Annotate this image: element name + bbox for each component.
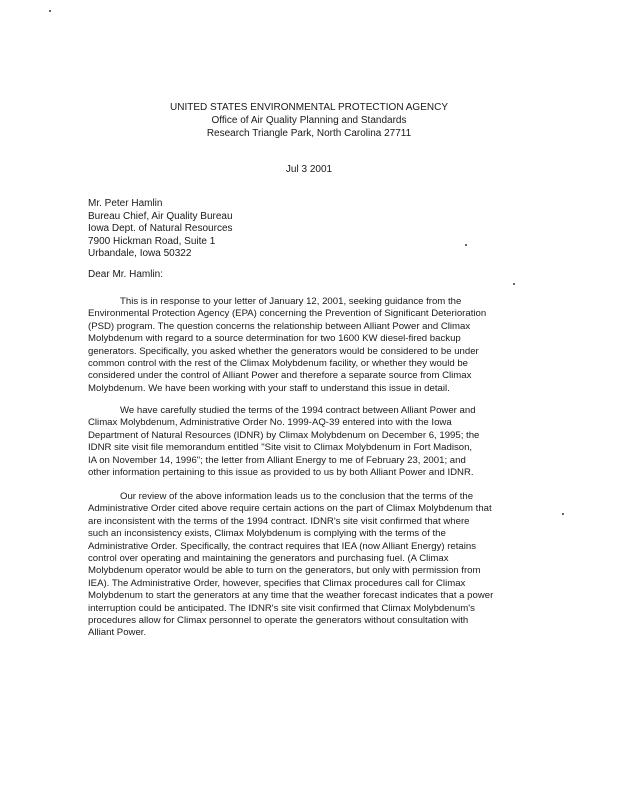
paragraph-line: Climax Molybdenum, Administrative Order No. 1999-AQ-39 entered into with the Iowa bbox=[88, 417, 452, 429]
paragraph-line: We have carefully studied the terms of the 1994 contract between Alliant Power and bbox=[120, 405, 476, 416]
agency-name: UNITED STATES ENVIRONMENTAL PROTECTION AGENCY bbox=[170, 102, 448, 113]
recipient-address bbox=[88, 198, 233, 261]
paragraph-line: IA on November 14, 1996"; the letter from Alliant Energy to me of February 23, 2001; and bbox=[88, 454, 466, 466]
paragraph-line: Administrative Order. Specifically, the contract requires that IEA (now Alliant Energy) retains bbox=[88, 540, 477, 552]
paragraph-line: other information pertaining to this issue as provided to us by both Alliant Power and IDNR. bbox=[88, 467, 474, 479]
paragraph-line: Environmental Protection Agency (EPA) concerning the Prevention of Significant Deterioration bbox=[88, 308, 487, 320]
paragraph-line: such an inconsistency exists, Climax Molybdenum is complying with the terms of the bbox=[88, 528, 446, 540]
paragraph-line: Molybdenum with regard to a source determination for two 1600 KW diesel-fired backup bbox=[88, 333, 461, 345]
paragraph-line: control over operating and maintaining the generators and purchasing fuel. (A Climax bbox=[88, 553, 449, 565]
paragraph-line: interruption could be anticipated. The IDNR's site visit confirmed that Climax Molybdenum's bbox=[88, 602, 475, 614]
paragraph-line: Molybdenum operator would be able to turn on the generators, but only with permission from bbox=[88, 565, 481, 577]
paragraph-line: Department of Natural Resources (IDNR) by Climax Molybdenum on December 6, 1995; the bbox=[88, 429, 480, 441]
body-paragraph-1 bbox=[88, 296, 536, 395]
body-paragraph-3 bbox=[88, 491, 536, 640]
recipient-title: Bureau Chief, Air Quality Bureau bbox=[88, 210, 233, 222]
scan-speck bbox=[49, 10, 51, 12]
paragraph-line: are inconsistent with the terms of the 1994 contract. IDNR's site visit confirmed that where bbox=[88, 515, 470, 527]
scan-speck bbox=[562, 513, 564, 515]
paragraph-line: procedures allow for Climax personnel to operate the generators without consultation with bbox=[88, 615, 469, 627]
paragraph-line: This is in response to your letter of January 12, 2001, seeking guidance from the bbox=[120, 296, 462, 307]
paragraph-line: Our review of the above information leads us to the conclusion that the terms of the bbox=[120, 491, 474, 502]
recipient-department: Iowa Dept. of Natural Resources bbox=[88, 223, 233, 234]
letterhead bbox=[0, 101, 618, 140]
paragraph-line: generators. Specifically, you asked whether the generators would be considered to be under bbox=[88, 345, 479, 357]
body-paragraph-2 bbox=[88, 405, 536, 479]
paragraph-line: Administrative Order cited above require certain actions on the part of Climax Molybdenum that bbox=[88, 503, 492, 515]
recipient-name: Mr. Peter Hamlin bbox=[88, 198, 163, 209]
office-location: Research Triangle Park, North Carolina 27711 bbox=[206, 128, 412, 139]
paragraph-line: Alliant Power. bbox=[88, 627, 147, 639]
letter-date: Jul 3 2001 bbox=[285, 164, 333, 175]
recipient-street: 7900 Hickman Road, Suite 1 bbox=[88, 235, 216, 247]
salutation: Dear Mr. Hamlin: bbox=[88, 269, 164, 280]
scan-speck bbox=[465, 244, 467, 246]
scan-speck bbox=[513, 283, 515, 285]
paragraph-line: (PSD) program. The question concerns the relationship between Alliant Power and Climax bbox=[88, 320, 471, 332]
office-name: Office of Air Quality Planning and Standards bbox=[211, 115, 407, 126]
paragraph-line: considered under the control of Alliant Power and therefore a separate source from Climax bbox=[88, 370, 472, 382]
paragraph-line: Molybdenum. We have been working with your staff to understand this issue in detail. bbox=[88, 382, 450, 394]
recipient-city: Urbandale, Iowa 50322 bbox=[88, 248, 192, 259]
paragraph-line: IEA). The Administrative Order, however, specifies that Climax procedures call for Climax bbox=[88, 577, 466, 589]
paragraph-line: Molybdenum to start the generators at any time that the weather forecast indicates that a power bbox=[88, 590, 494, 602]
paragraph-line: IDNR site visit file memorandum entitled "Site visit to Climax Molybdenum in Fort Madison, bbox=[88, 442, 473, 454]
paragraph-line: common control with the rest of the Climax Molybdenum facility, or whether they would be bbox=[88, 358, 469, 370]
